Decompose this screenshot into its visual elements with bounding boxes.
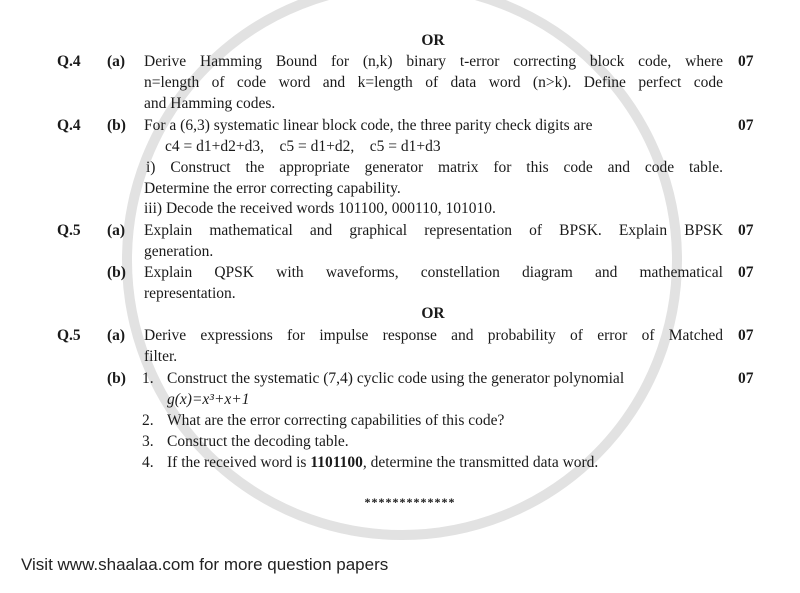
question-part: (a) [107,327,126,344]
question-marks: 07 [738,53,754,70]
footer-text: Visit www.shaalaa.com for more question papers [21,555,389,574]
question-text-line: and Hamming codes. [144,95,276,112]
question-marks: 07 [738,117,754,134]
question-text-line: i) Construct the appropriate generator matrix for this code and code table. [146,159,723,176]
item-text-post: , determine the transmitted data word. [362,454,599,471]
question-text-line: filter. [144,348,178,365]
question-marks: 07 [738,370,754,387]
item-text: Construct the systematic (7,4) cyclic code using the generator polynomial [167,370,625,387]
question-text-line: Explain mathematical and graphical representation of BPSK. Explain BPSK [144,222,723,239]
question-marks: 07 [738,222,754,239]
question-text-line: Derive Hamming Bound for (n,k) binary t-error correcting block code, where [144,53,723,70]
item-number: 1. [142,370,154,387]
item-number: 4. [142,454,154,471]
question-text-line: Derive expressions for impulse response and probability of error of Matched [144,327,723,344]
question-number: Q.5 [57,327,81,344]
or-divider: OR [421,32,445,49]
question-number: Q.4 [57,117,81,134]
question-text-line: Explain QPSK with waveforms, constellation diagram and mathematical [144,264,723,281]
question-marks: 07 [738,264,754,281]
generator-polynomial: g(x)=x³+x+1 [167,391,250,408]
question-text-line: generation. [144,243,214,260]
question-text-line: Determine the error correcting capability. [144,180,401,197]
question-part: (a) [107,222,126,239]
item-text: Construct the decoding table. [167,433,349,450]
item-number: 2. [142,412,154,429]
question-number: Q.5 [57,222,81,239]
question-part: (b) [107,117,126,134]
question-marks: 07 [738,327,754,344]
parity-equations: c4 = d1+d2+d3, c5 = d1+d2, c5 = d1+d3 [165,138,441,155]
question-part: (a) [107,53,126,70]
item-text: What are the error correcting capabilities of this code? [167,412,505,429]
received-word: 1101100 [310,454,363,471]
question-part: (b) [107,264,126,281]
question-text-line: For a (6,3) systematic linear block code, the three parity check digits are [144,117,593,134]
or-divider: OR [421,305,445,322]
question-text-line: iii) Decode the received words 101100, 000110, 101010. [144,200,496,217]
item-text-pre: If the received word is [167,454,311,471]
question-text-line: representation. [144,285,236,302]
question-part: (b) [107,370,126,387]
item-text [167,453,598,473]
item-number: 3. [142,433,154,450]
question-text-line: n=length of code word and k=length of data word (n>k). Define perfect code [144,74,723,91]
end-marker: ************* [364,495,456,509]
question-number: Q.4 [57,53,81,70]
